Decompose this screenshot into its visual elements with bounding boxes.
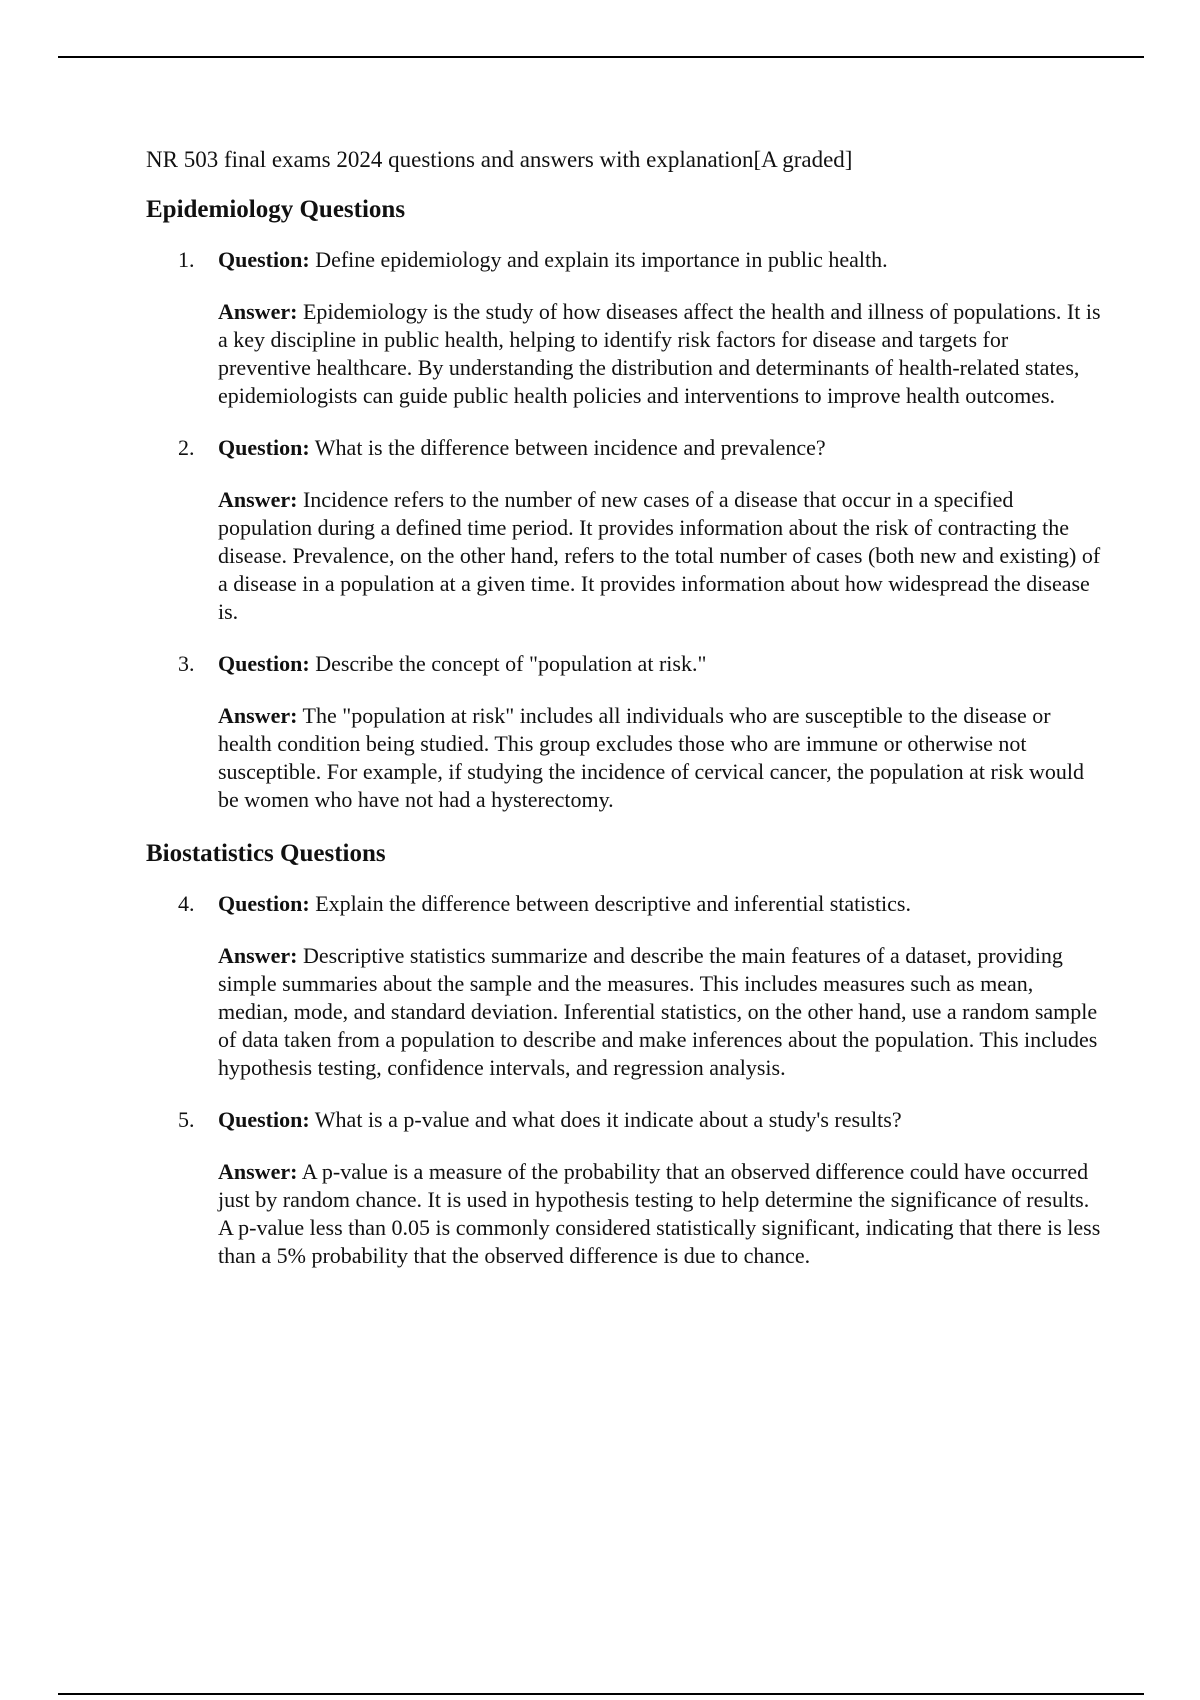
question-body: What is the difference between incidence and prevalence? <box>314 435 826 460</box>
question-list-epidemiology <box>146 246 1106 814</box>
question-number: 3. <box>178 651 195 676</box>
answer-label: Answer: <box>218 1159 298 1184</box>
answer-text <box>218 1158 1106 1270</box>
top-rule <box>58 56 1144 58</box>
question-label: Question: <box>218 247 310 272</box>
answer-text <box>218 486 1106 626</box>
question-label: Question: <box>218 1107 310 1132</box>
question-number: 1. <box>178 247 195 272</box>
question-list-biostatistics <box>146 890 1106 1270</box>
answer-label: Answer: <box>218 299 298 324</box>
question-text <box>218 246 1106 274</box>
question-label: Question: <box>218 891 310 916</box>
question-text <box>218 890 1106 918</box>
answer-body: The "population at risk" includes all individuals who are susceptible to the disease or health condition being studied. This group excludes those who are immune or otherwise not susceptible. For example, if studying the incidence of cervical cancer, the population at risk would be women who have not had a hysterectomy. <box>218 703 1085 812</box>
qa-item-5 <box>146 1106 1106 1270</box>
answer-text <box>218 702 1106 814</box>
section-heading-biostatistics: Biostatistics Questions <box>146 840 386 867</box>
answer-text <box>218 942 1106 1082</box>
question-label: Question: <box>218 435 310 460</box>
answer-label: Answer: <box>218 943 298 968</box>
answer-body: Epidemiology is the study of how diseases affect the health and illness of populations. It is a key discipline in public health, helping to identify risk factors for disease and targets for preventive healthcare. By understanding the distribution and determinants of health-related states, epidemiologists can guide public health policies and interventions to improve health outcomes. <box>218 299 1101 408</box>
question-body: Define epidemiology and explain its importance in public health. <box>315 247 888 272</box>
answer-text <box>218 298 1106 410</box>
bottom-rule <box>58 1693 1144 1695</box>
question-number: 2. <box>178 435 195 460</box>
question-label: Question: <box>218 651 310 676</box>
question-number: 4. <box>178 891 195 916</box>
question-number: 5. <box>178 1107 195 1132</box>
question-text <box>218 434 1106 462</box>
question-text <box>218 1106 1106 1134</box>
answer-label: Answer: <box>218 487 298 512</box>
qa-item-2 <box>146 434 1106 626</box>
answer-label: Answer: <box>218 703 298 728</box>
question-text <box>218 650 1106 678</box>
qa-item-1 <box>146 246 1106 410</box>
question-body: Explain the difference between descriptive and inferential statistics. <box>315 891 911 916</box>
document-title: NR 503 final exams 2024 questions and answers with explanation[A graded] <box>146 147 853 172</box>
section-heading-epidemiology: Epidemiology Questions <box>146 196 406 223</box>
question-body: Describe the concept of "population at risk." <box>315 651 707 676</box>
qa-item-3 <box>146 650 1106 814</box>
question-body: What is a p-value and what does it indicate about a study's results? <box>314 1107 902 1132</box>
answer-body: Descriptive statistics summarize and describe the main features of a dataset, providing simple summaries about the sample and the measures. This includes measures such as mean, median, mode, and standard deviation. Inferential statistics, on the other hand, use a random sample of data taken from a population to describe and make inferences about the population. This includes hypothesis testing, confidence intervals, and regression analysis. <box>218 943 1098 1080</box>
answer-body: Incidence refers to the number of new cases of a disease that occur in a specified population during a defined time period. It provides information about the risk of contracting the disease. Prevalence, on the other hand, refers to the total number of cases (both new and existing) of a disease in a population at a given time. It provides information about how widespread the disease is. <box>218 487 1101 624</box>
answer-body: A p-value is a measure of the probability that an observed difference could have occurred just by random chance. It is used in hypothesis testing to help determine the significance of results. A p-value less than 0.05 is commonly considered statistically significant, indicating that there is less than a 5% probability that the observed difference is due to chance. <box>218 1159 1101 1268</box>
qa-item-4 <box>146 890 1106 1082</box>
document-body <box>146 146 1106 1294</box>
